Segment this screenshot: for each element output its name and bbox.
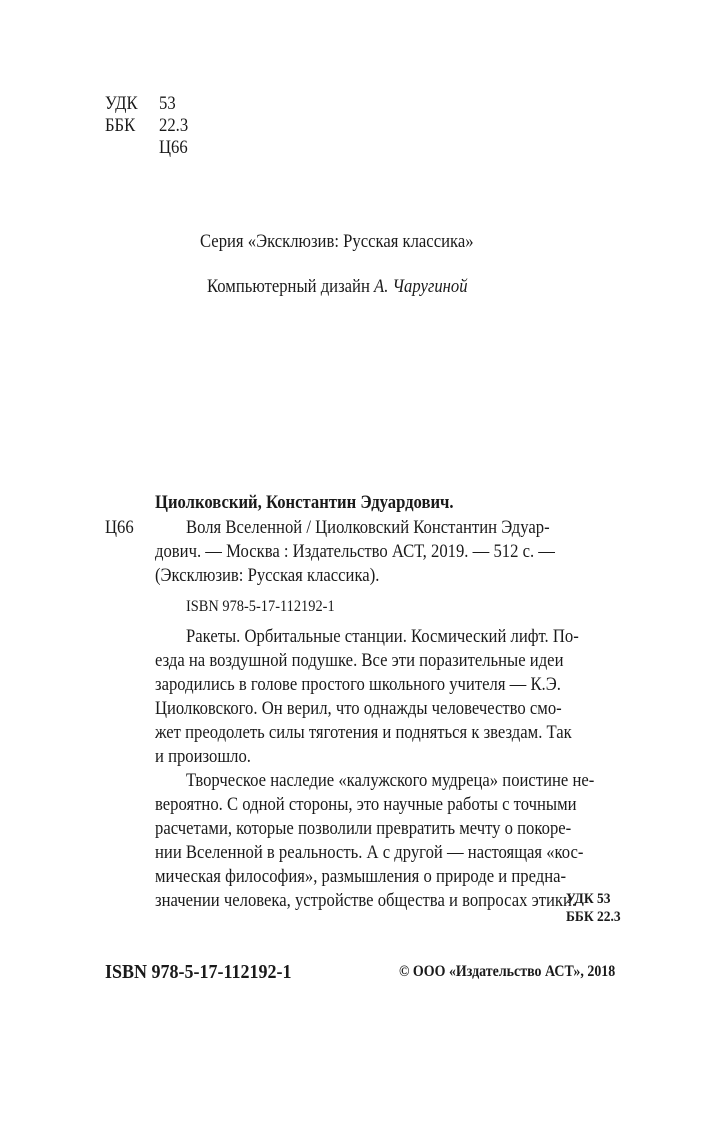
description-line-2: дович. — Москва : Издательство АСТ, 2019. — 512 с. —: [155, 542, 555, 562]
footer-isbn: ISBN 978-5-17-112192-1: [105, 961, 292, 983]
bbk-bottom: ББК 22.3: [566, 909, 621, 925]
design-credit: [207, 275, 497, 300]
annotation-p1-line-6: и произошло.: [155, 747, 251, 767]
udk-bottom: УДК 53: [566, 891, 611, 907]
annotation-p2-line-1: Творческое наследие «калужского мудреца» поистине не-: [186, 771, 595, 791]
isbn-record: ISBN 978-5-17-112192-1: [186, 598, 335, 615]
description-line-1: Воля Вселенной / Циолковский Константин Эдуар-: [186, 518, 550, 538]
bbk-value: 22.3: [159, 116, 189, 136]
annotation-p2-line-3: расчетами, которые позволили превратить мечту о покоре-: [155, 819, 572, 839]
udk-value: 53: [159, 94, 176, 114]
design-credit-name: А. Чаругиной: [374, 277, 468, 297]
design-credit-prefix: Компьютерный дизайн: [207, 277, 370, 297]
author-mark: Ц66: [105, 518, 134, 538]
description-line-3: (Эксклюзив: Русская классика).: [155, 566, 380, 586]
author-heading: Циолковский, Константин Эдуардович.: [155, 493, 454, 513]
footer-copyright: © ООО «Издательство АСТ», 2018: [399, 963, 616, 980]
annotation-p1-line-2: езда на воздушной подушке. Все эти поразительные идеи: [155, 651, 564, 671]
annotation-p2-line-2: вероятно. С одной стороны, это научные работы с точными: [155, 795, 577, 815]
annotation-p2-line-5: мическая философия», размышления о природе и предна-: [155, 867, 567, 887]
annotation-p1-line-4: Циолковского. Он верил, что однажды человечество смо-: [155, 699, 562, 719]
author-mark-top: Ц66: [159, 138, 188, 158]
series-line: Серия «Эксклюзив: Русская классика»: [200, 232, 474, 252]
annotation-p2-line-6: значении человека, устройстве общества и вопросах этики.: [155, 891, 577, 911]
annotation-p1-line-1: Ракеты. Орбитальные станции. Космический лифт. По-: [186, 627, 579, 647]
annotation-p1-line-3: зародились в голове простого школьного учителя — К.Э.: [155, 675, 561, 695]
udk-label: УДК: [105, 94, 138, 114]
bbk-label: ББК: [105, 116, 136, 136]
annotation-p2-line-4: нии Вселенной в реальность. А с другой — настоящая «кос-: [155, 843, 584, 863]
annotation-p1-line-5: жет преодолеть силы тяготения и подняться к звездам. Так: [155, 723, 572, 743]
